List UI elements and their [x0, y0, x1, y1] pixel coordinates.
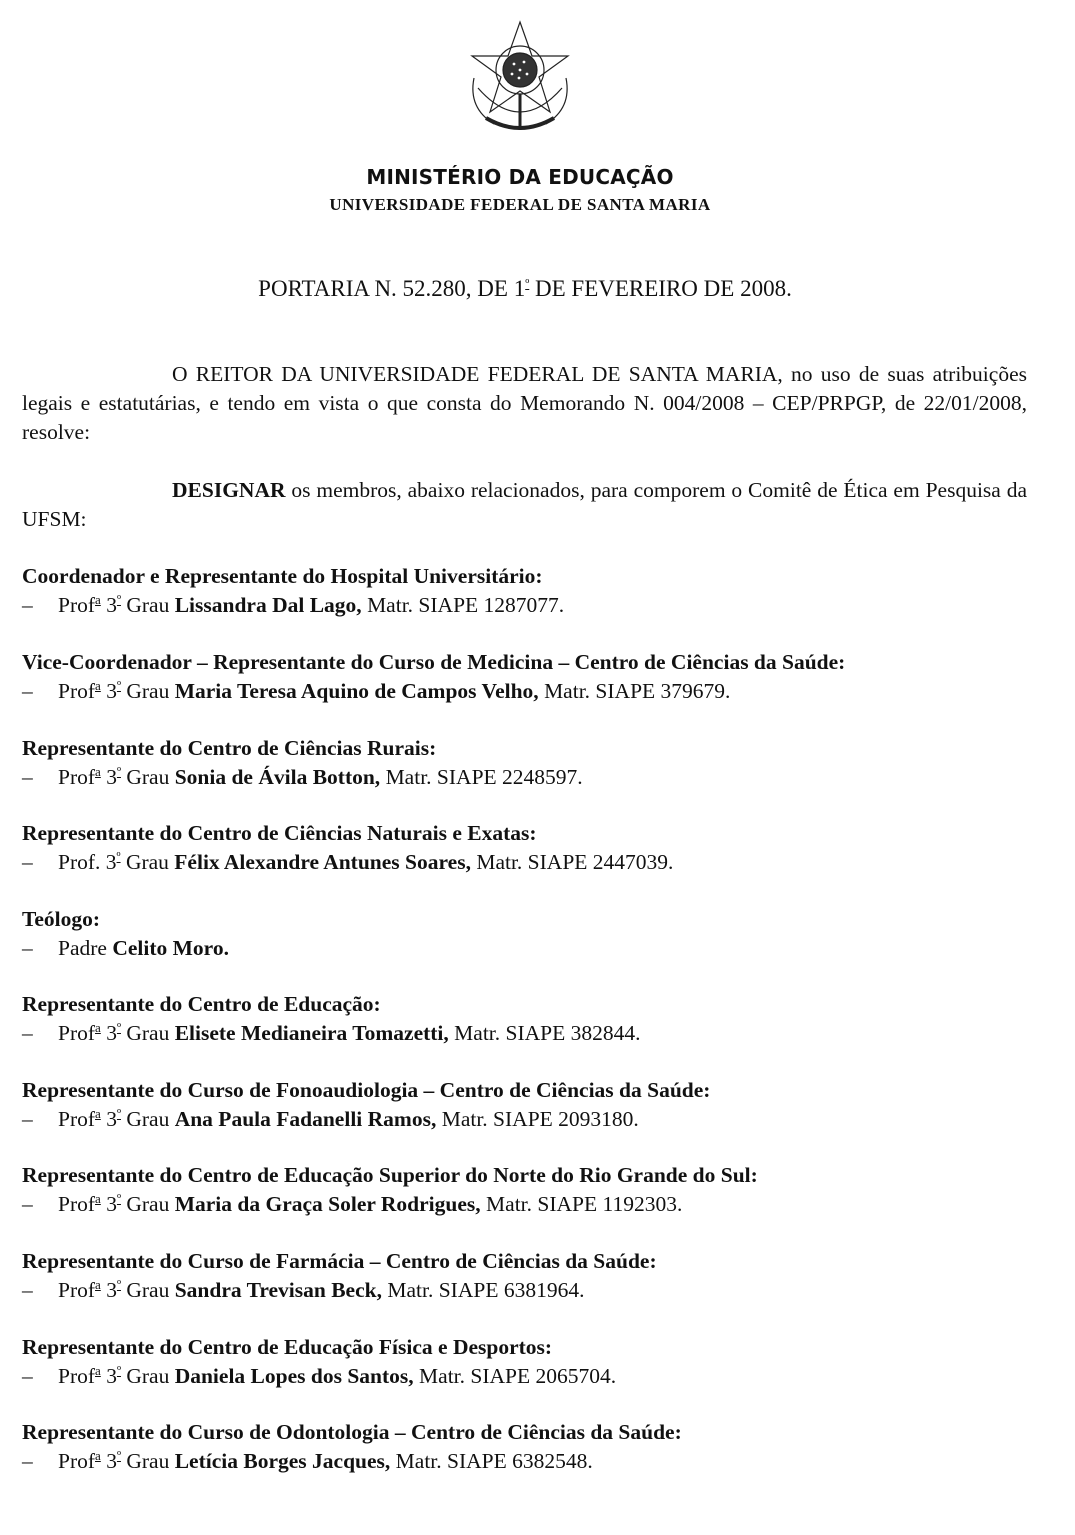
preamble-paragraph: O REITOR DA UNIVERSIDADE FEDERAL DE SANTA MARIA, no uso de suas atribuições legais e estatutárias, e tendo em vista o que consta do Memorando N. 004/2008 – CEP/PRPGP, de 22/01/2008, resolve:: [22, 362, 1027, 444]
member-entry: [22, 1076, 1062, 1134]
member-title: Prof: [58, 1192, 96, 1216]
member-name: Félix Alexandre Antunes Soares,: [174, 850, 471, 874]
member-role: Representante do Centro de Educação Superior do Norte do Rio Grande do Sul:: [22, 1163, 758, 1187]
member-name: Maria Teresa Aquino de Campos Velho,: [174, 679, 539, 703]
member-degree: 3: [100, 679, 117, 703]
member-entry: [22, 990, 1062, 1048]
member-degree-sup: º: [116, 764, 121, 779]
list-dash: –: [22, 1364, 33, 1388]
member-line: [22, 1105, 1062, 1134]
member-entry: [22, 1333, 1062, 1391]
member-role: Teólogo:: [22, 907, 101, 931]
member-line: [22, 763, 1062, 792]
list-dash: –: [22, 850, 33, 874]
list-dash: –: [22, 679, 33, 703]
list-dash: –: [22, 936, 33, 960]
member-role: Representante do Centro de Educação:: [22, 992, 381, 1016]
member-entry: [22, 734, 1062, 792]
member-entry: [22, 1247, 1062, 1305]
member-degree: 3: [100, 1364, 117, 1388]
member-line: [22, 591, 1062, 620]
member-grau: Grau: [120, 593, 175, 617]
member-matricula: Matr. SIAPE 1192303.: [480, 1192, 683, 1216]
portaria-suffix: DE FEVEREIRO DE 2008.: [529, 276, 792, 301]
member-title: Prof: [58, 1021, 96, 1045]
member-degree: 3: [100, 593, 117, 617]
member-name: Maria da Graça Soler Rodrigues,: [174, 1192, 481, 1216]
member-name: Celito Moro.: [112, 936, 229, 960]
member-degree-sup: º: [116, 1363, 121, 1378]
member-matricula: Matr. SIAPE 2248597.: [380, 765, 583, 789]
brazil-coat-of-arms-icon: [464, 18, 576, 138]
member-entry: [22, 819, 1062, 877]
member-degree: 3: [100, 850, 117, 874]
portaria-prefix: PORTARIA N. 52.280, DE 1: [258, 276, 526, 301]
member-line: [22, 934, 1062, 963]
member-degree-sup: º: [116, 1448, 121, 1463]
member-title: Padre: [58, 936, 113, 960]
member-role: Representante do Centro de Educação Física e Desportos:: [22, 1335, 553, 1359]
list-dash: –: [22, 1107, 33, 1131]
member-name: Letícia Borges Jacques,: [174, 1449, 391, 1473]
member-title: Prof: [58, 1278, 96, 1302]
member-line: [22, 1276, 1062, 1305]
member-title-sup: a: [95, 764, 101, 779]
member-matricula: Matr. SIAPE 2093180.: [436, 1107, 639, 1131]
member-degree: 3: [100, 765, 117, 789]
member-title-sup: a: [95, 1191, 101, 1206]
member-title-sup: a: [95, 1448, 101, 1463]
portaria-title: [0, 276, 1050, 302]
member-line: [22, 1019, 1062, 1048]
member-name: Elisete Medianeira Tomazetti,: [174, 1021, 449, 1045]
designation-text: os membros, abaixo relacionados, para comporem o Comitê de Ética em Pesquisa da UFSM:: [22, 478, 1027, 531]
list-dash: –: [22, 1021, 33, 1045]
member-title: Prof: [58, 1364, 96, 1388]
member-role: Representante do Centro de Ciências Rurais:: [22, 736, 437, 760]
member-degree-sup: º: [116, 1106, 121, 1121]
member-role: Vice-Coordenador – Representante do Curso de Medicina – Centro de Ciências da Saúde:: [22, 650, 846, 674]
member-degree-sup: º: [116, 1191, 121, 1206]
member-matricula: Matr. SIAPE 2447039.: [470, 850, 674, 874]
member-name: Lissandra Dal Lago,: [174, 593, 362, 617]
member-title-sup: a: [95, 678, 101, 693]
member-role: Representante do Curso de Odontologia – Centro de Ciências da Saúde:: [22, 1420, 682, 1444]
member-entry: [22, 1418, 1062, 1476]
list-dash: –: [22, 1449, 33, 1473]
member-matricula: Matr. SIAPE 2065704.: [413, 1364, 617, 1388]
member-name: Daniela Lopes dos Santos,: [174, 1364, 414, 1388]
list-dash: –: [22, 1192, 33, 1216]
member-title: Prof: [58, 1107, 96, 1131]
member-role: Representante do Curso de Fonoaudiologia – Centro de Ciências da Saúde:: [22, 1078, 711, 1102]
member-grau: Grau: [120, 1278, 175, 1302]
member-degree-sup: º: [116, 1020, 121, 1035]
member-degree-sup: º: [116, 849, 121, 864]
member-grau: Grau: [120, 679, 175, 703]
member-title-sup: a: [95, 1363, 101, 1378]
member-title: Prof.: [58, 850, 101, 874]
list-dash: –: [22, 1278, 33, 1302]
member-grau: Grau: [120, 765, 175, 789]
ministry-heading: MINISTÉRIO DA EDUCAÇÃO: [366, 165, 674, 189]
member-degree: 3: [100, 1449, 117, 1473]
member-name: Sandra Trevisan Beck,: [174, 1278, 382, 1302]
member-matricula: Matr. SIAPE 6381964.: [381, 1278, 585, 1302]
member-grau: Grau: [120, 1364, 175, 1388]
member-line: [22, 1447, 1062, 1476]
member-degree-sup: º: [116, 592, 121, 607]
member-matricula: Matr. SIAPE 6382548.: [390, 1449, 593, 1473]
member-title-sup: a: [95, 1020, 101, 1035]
member-degree: 3: [100, 1107, 117, 1131]
member-matricula: Matr. SIAPE 379679.: [538, 679, 731, 703]
member-entry: [22, 1161, 1062, 1219]
member-role: Representante do Centro de Ciências Naturais e Exatas:: [22, 821, 537, 845]
member-name: Ana Paula Fadanelli Ramos,: [174, 1107, 437, 1131]
member-entry: [22, 648, 1062, 706]
member-title: Prof: [58, 1449, 96, 1473]
member-matricula: Matr. SIAPE 1287077.: [361, 593, 565, 617]
member-grau: Grau: [120, 1192, 175, 1216]
member-line: [22, 677, 1062, 706]
member-name: Sonia de Ávila Botton,: [174, 765, 381, 789]
member-degree-sup: º: [116, 1277, 121, 1292]
member-line: [22, 1362, 1062, 1391]
designation-verb: DESIGNAR: [172, 478, 286, 502]
designation-paragraph: [22, 476, 1027, 534]
member-grau: Grau: [120, 1107, 175, 1131]
member-title-sup: a: [95, 1277, 101, 1292]
member-title-sup: a: [95, 592, 101, 607]
member-matricula: Matr. SIAPE 382844.: [448, 1021, 641, 1045]
member-entry: [22, 905, 1062, 963]
member-degree: 3: [100, 1278, 117, 1302]
member-grau: Grau: [120, 1021, 175, 1045]
list-dash: –: [22, 765, 33, 789]
member-title: Prof: [58, 765, 96, 789]
member-title: Prof: [58, 593, 96, 617]
university-heading: UNIVERSIDADE FEDERAL DE SANTA MARIA: [329, 195, 711, 214]
member-role: Coordenador e Representante do Hospital Universitário:: [22, 564, 543, 588]
member-line: [22, 1190, 1062, 1219]
member-degree: 3: [100, 1192, 117, 1216]
member-title-sup: a: [95, 1106, 101, 1121]
member-role: Representante do Curso de Farmácia – Centro de Ciências da Saúde:: [22, 1249, 657, 1273]
member-degree: 3: [100, 1021, 117, 1045]
member-title: Prof: [58, 679, 96, 703]
list-dash: –: [22, 593, 33, 617]
member-grau: Grau: [120, 850, 175, 874]
member-entry: [22, 562, 1062, 620]
member-degree-sup: º: [116, 678, 121, 693]
member-line: [22, 848, 1062, 877]
portaria-ordinal: º: [525, 276, 530, 291]
member-grau: Grau: [120, 1449, 175, 1473]
